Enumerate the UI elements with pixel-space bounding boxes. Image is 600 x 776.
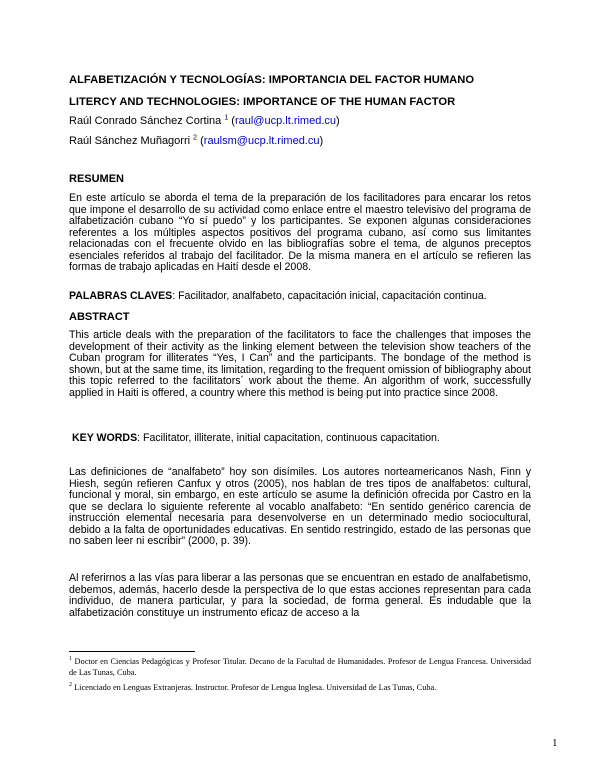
author-2-email-link[interactable]: raulsm@ucp.lt.rimed.cu <box>203 135 320 147</box>
title-english: LITERCY AND TECHNOLOGIES: IMPORTANCE OF THE HUMAN FACTOR <box>69 96 456 108</box>
body-paragraph-1: Las definiciones de “analfabeto” hoy son disímiles. Los autores norteamericanos Nash, Finn y Hiesh, según refieren Canfux y otros (2005), nos hablan de tres tipos de analfabetos: cultural, funcional y moral, sin embargo, en este artículo se asume la definición ofrecida por Castro en la que se declara lo siguiente referente al vocablo analfabeto: “En sentido genérico carencia de instrucción elemental necesaria para desenvolverse en un determinado medio sociocultural, debido a la falta de oportunidades educativas. En sentido restringido, estado de las personas que no saben leer ni escribir” (2000, p. 39). <box>69 466 531 548</box>
key-words-values: : Facilitator, illiterate, initial capacitation, continuous capacitation. <box>137 432 440 444</box>
key-words-label: KEY WORDS <box>72 432 138 444</box>
footnote-2-mark: 2 <box>69 682 72 689</box>
footnote-1-text: Doctor en Ciencias Pedagógicas y Profesor Titular. Decano de la Facultad de Humanidades. Profesor de Lengua Francesa. Universidad de Las Tunas, Cuba. <box>69 657 531 677</box>
author-2: Raúl Sánchez Muñagorri $^2$ (raulsm@ucp.lt.rimed.cu) <box>69 134 324 147</box>
palabras-claves-values: : Facilitador, analfabeto, capacitación inicial, capacitación continua. <box>172 290 487 302</box>
abstract-heading: ABSTRACT <box>69 311 130 323</box>
author-1-name: Raúl Conrado Sánchez Cortina <box>69 115 222 127</box>
author-1-email-link[interactable]: raul@ucp.lt.rimed.cu <box>234 115 337 127</box>
resumen-keywords <box>69 290 531 303</box>
page-number: 1 <box>552 737 558 749</box>
footnote-separator <box>69 651 195 652</box>
resumen-paragraph: En este artículo se aborda el tema de la preparación de los facilitadores para encarar los retos que impone el desarrollo de su actividad como enlace entre el maestro televisivo del programa de alfabetización cubano “Yo sí puedo” y los participantes. Se exponen algunas consideraciones referentes a los múltiples aspectos positivos del programa cubano, así como sus limitantes relacionadas con el frecuente olvido en las bibliografías sobre el tema, de algunos preceptos esenciales referidos al trabajo del facilitador. De la misma manera en el artículo se refieren las formas de trabajo aplicadas en Haití desde el 2008. <box>69 192 531 274</box>
title-spanish: ALFABETIZACIÓN Y TECNOLOGÍAS: IMPORTANCIA DEL FACTOR HUMANO <box>69 74 475 86</box>
author-2-name: Raúl Sánchez Muñagorri <box>69 135 191 147</box>
palabras-claves-label: PALABRAS CLAVES <box>69 290 173 302</box>
author-1-footnote-mark[interactable]: 1 <box>224 114 229 122</box>
abstract-keywords <box>72 432 534 445</box>
footnote-2 <box>69 683 531 694</box>
resumen-heading: RESUMEN <box>69 173 125 185</box>
author-2-footnote-mark[interactable]: 2 <box>193 134 198 142</box>
footnote-1-mark: 1 <box>69 656 72 663</box>
abstract-paragraph: This article deals with the preparation of the facilitators to face the challenges that imposes the development of their activity as the linking element between the television show teachers of the Cuban program for illiterates “Yes, I Can” and the participants. The bondage of the method is shown, but at the same time, its limitation, regarding to the frequent omission of bibliography about this topic referred to the facilitators´ work about the theme. An algorithm of work, successfully applied in Haiti is offered, a country where this method is being put into practice since 2008. <box>69 329 531 399</box>
footnote-1 <box>69 657 531 678</box>
footnote-2-text: Licenciado en Lenguas Extranjeras. Instructor. Profesor de Lengua Inglesa. Universidad de Las Tunas, Cuba. <box>72 683 437 692</box>
author-1: Raúl Conrado Sánchez Cortina $^1$ (raul@ucp.lt.rimed.cu) <box>69 114 340 127</box>
body-paragraph-2: Al referirnos a las vías para liberar a las personas que se encuentran en estado de analfabetismo, debemos, además, hacerlo desde la perspectiva de lo que estas acciones representan para cada individuo, de manera particular, y para la sociedad, de forma general. Es indudable que la alfabetización constituye un instrumento eficaz de acceso a la <box>69 572 531 619</box>
